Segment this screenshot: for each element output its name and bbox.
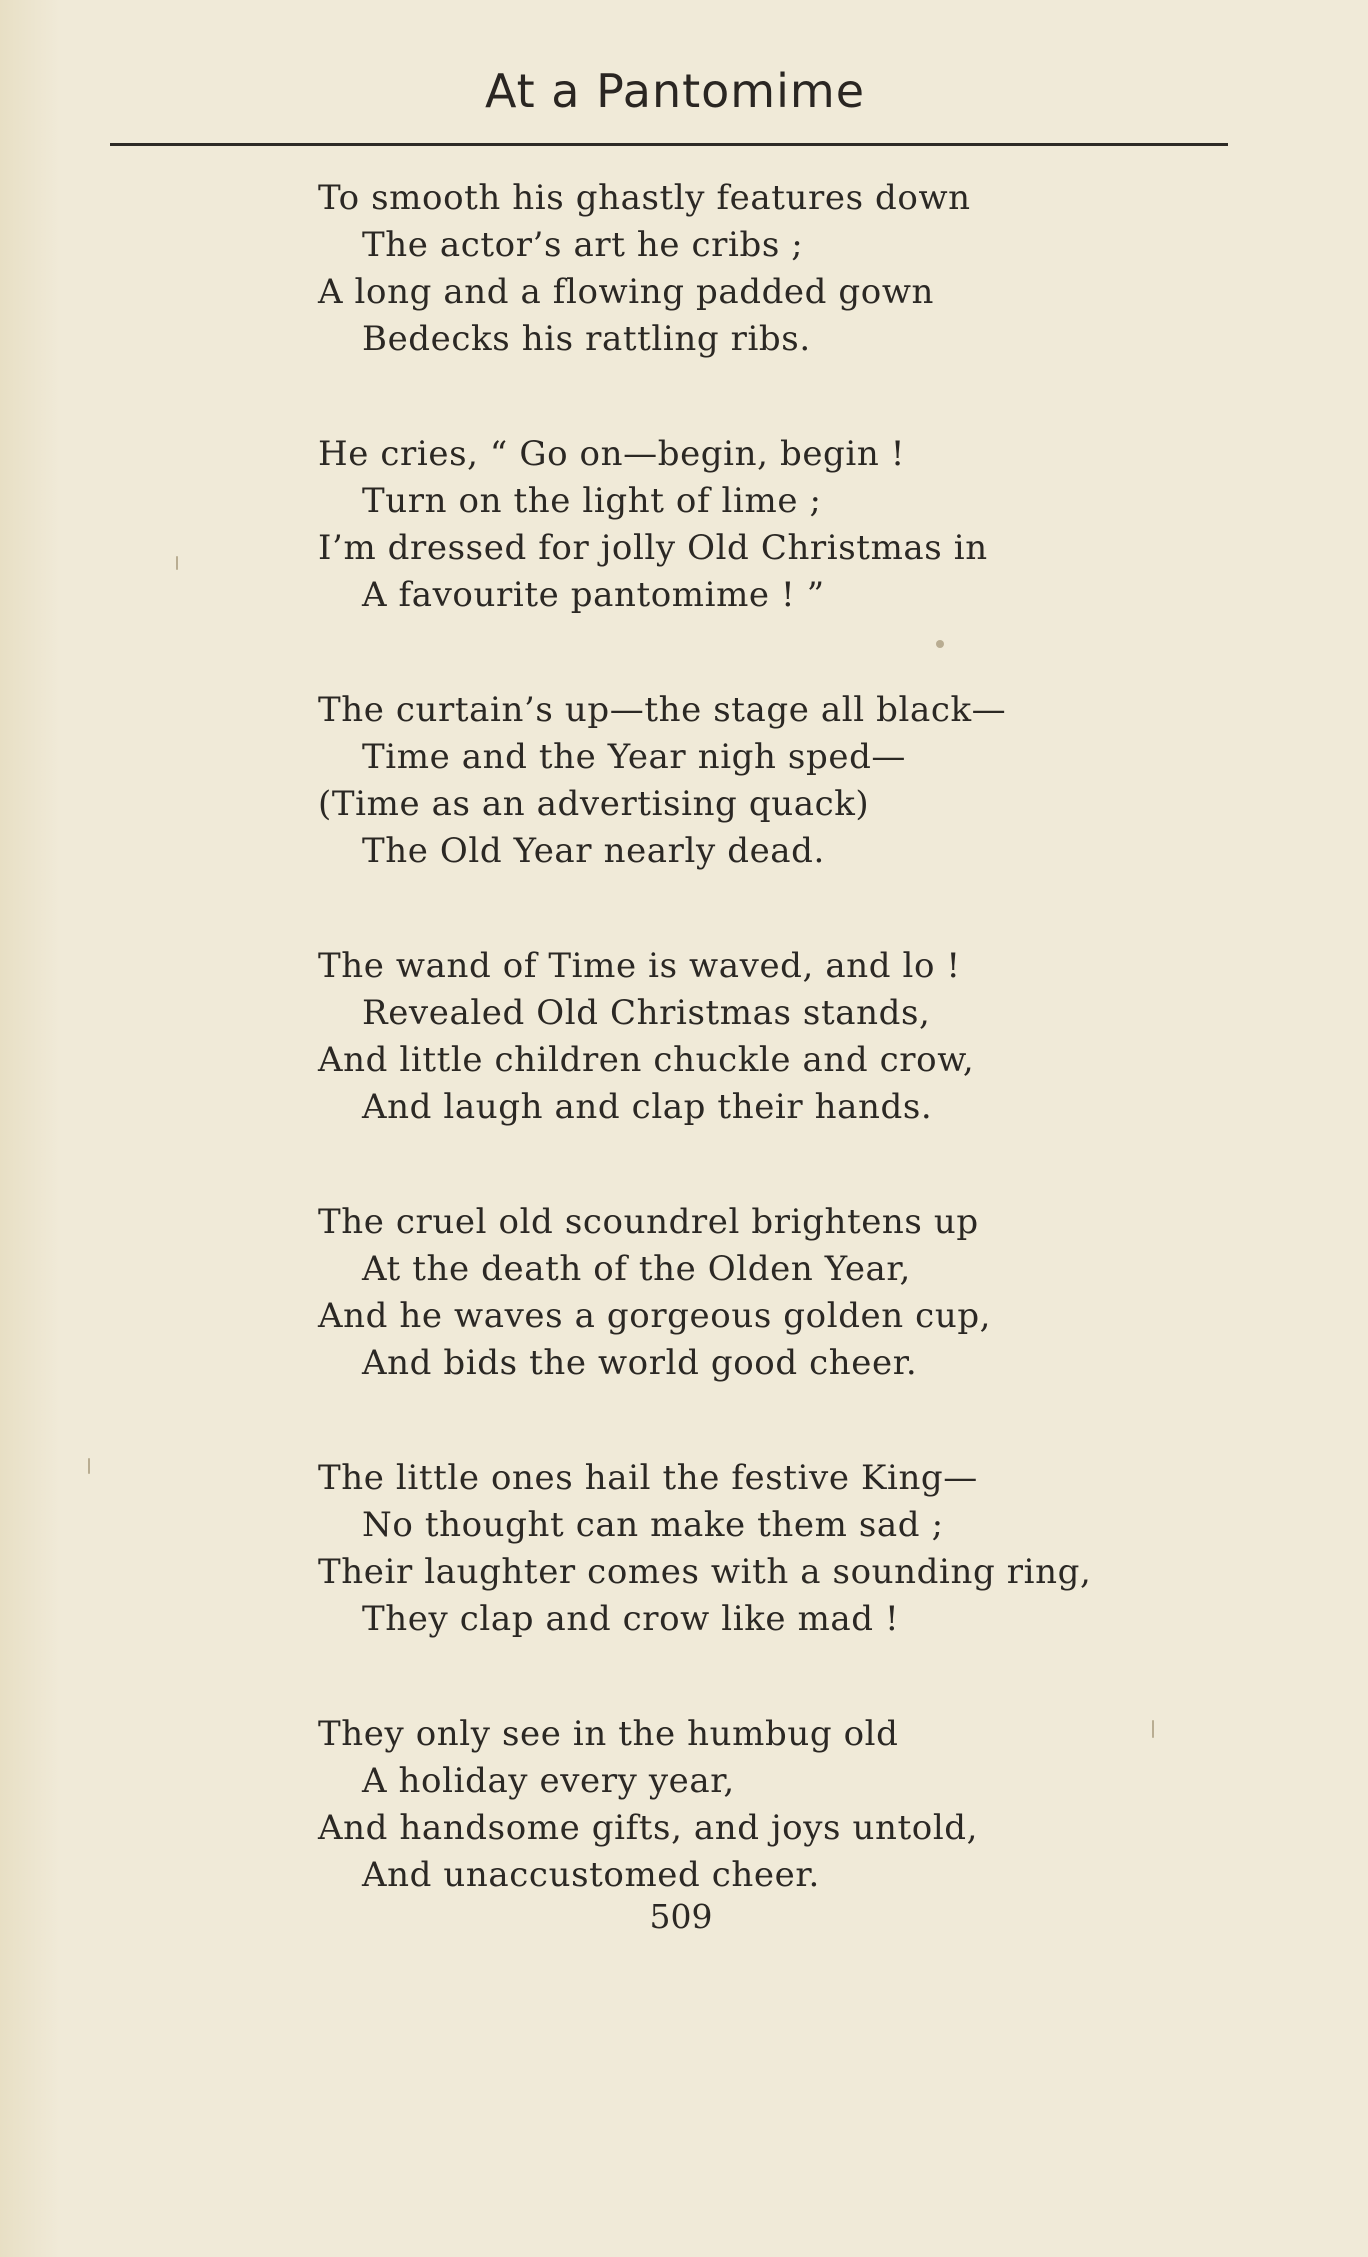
stanza-1	[318, 175, 1218, 363]
poem-line: A favourite pantomime ! ”	[362, 575, 825, 615]
poem-line: Time and the Year nigh sped—	[362, 737, 907, 777]
paper-speck	[936, 640, 944, 648]
poem-line: He cries, “ Go on—begin, begin !	[318, 434, 906, 474]
poem-line: (Time as an advertising quack)	[318, 784, 870, 824]
stanza-2	[318, 431, 1218, 619]
running-title: At a Pantomime	[484, 64, 866, 118]
paper-speck	[88, 1458, 90, 1474]
poem-line: Revealed Old Christmas stands,	[362, 993, 931, 1033]
poem-line: To smooth his ghastly features down	[318, 178, 971, 218]
poem-line: They only see in the humbug old	[318, 1714, 899, 1754]
poem-line: And little children chuckle and crow,	[318, 1040, 975, 1080]
title-rule	[110, 143, 1228, 146]
poem-line: The cruel old scoundrel brightens up	[318, 1202, 979, 1242]
poem-line: And laugh and clap their hands.	[362, 1087, 933, 1127]
poem-line: I’m dressed for jolly Old Christmas in	[318, 528, 988, 568]
stanza-5	[318, 1199, 1218, 1387]
poem-line: The wand of Time is waved, and lo !	[318, 946, 961, 986]
poem-line: And unaccustomed cheer.	[362, 1855, 820, 1895]
poem-line: Bedecks his rattling ribs.	[362, 319, 811, 359]
poem	[318, 175, 1218, 1967]
poem-line: The Old Year nearly dead.	[362, 831, 825, 871]
poem-line: And he waves a gorgeous golden cup,	[318, 1296, 992, 1336]
poem-line: The curtain’s up—the stage all black—	[318, 690, 1007, 730]
stanza-3	[318, 687, 1218, 875]
stanza-6	[318, 1455, 1218, 1643]
poem-line: And handsome gifts, and joys untold,	[318, 1808, 979, 1848]
poem-line: Turn on the light of lime ;	[362, 481, 822, 521]
poem-line: A long and a flowing padded gown	[318, 272, 935, 312]
page-number: 509	[649, 1897, 713, 1936]
poem-line: A holiday every year,	[362, 1761, 735, 1801]
poem-line: Their laughter comes with a sounding ring,	[318, 1552, 1092, 1592]
stanza-4	[318, 943, 1218, 1131]
poem-line: They clap and crow like mad !	[362, 1599, 900, 1639]
poem-line: The little ones hail the festive King—	[318, 1458, 978, 1498]
poem-line: At the death of the Olden Year,	[362, 1249, 911, 1289]
poem-line: No thought can make them sad ;	[362, 1505, 944, 1545]
paper-speck	[1152, 1720, 1154, 1738]
paper-speck	[176, 556, 178, 570]
poem-line: The actor’s art he cribs ;	[362, 225, 804, 265]
poem-line: And bids the world good cheer.	[362, 1343, 918, 1383]
stanza-7	[318, 1711, 1218, 1899]
